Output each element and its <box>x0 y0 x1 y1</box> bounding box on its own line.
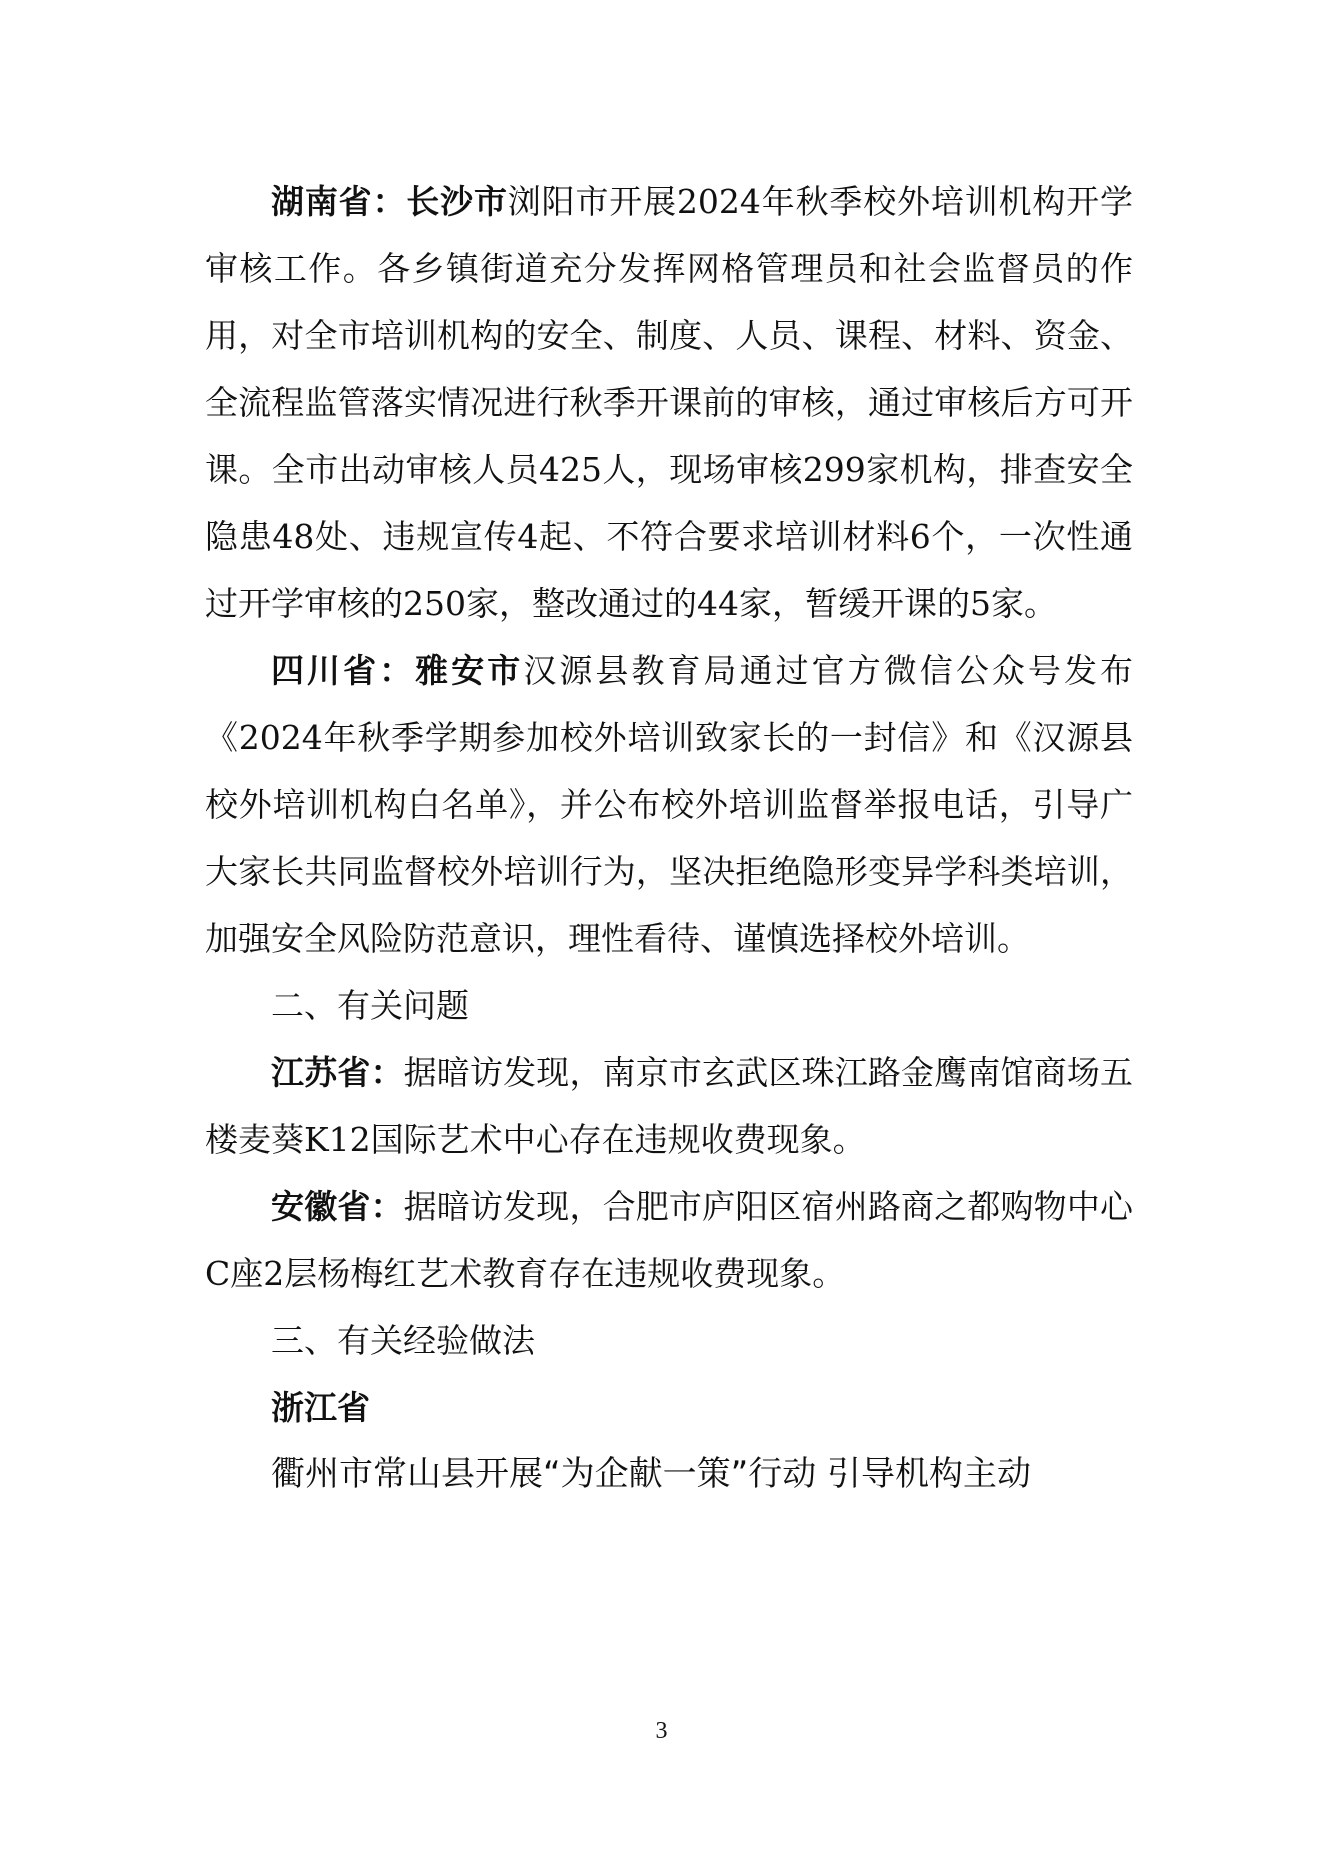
paragraph-hunan <box>205 168 1133 637</box>
paragraph-lead: 安徽省： <box>271 1187 404 1226</box>
paragraph-anhui <box>205 1173 1133 1307</box>
section-heading-issues: 二、有关问题 <box>271 986 469 1025</box>
paragraph-text: 浏阳市开展2024年秋季校外培训机构开学审核工作。各乡镇街道充分发挥网格管理员和社会监督员的作用，对全市培训机构的安全、制度、人员、课程、材料、资金、全流程监管落实情况进行秋季开课前的审核，通过审核后方可开课。全市出动审核人员425人，现场审核299家机构，排查安全隐患48处、违规宣传4起、不符合要求培训材料6个，一次性通过开学审核的250家，整改通过的44家，暂缓开课的5家。 <box>205 182 1134 623</box>
paragraph-lead: 湖南省：长沙市 <box>271 182 508 221</box>
paragraph-text: 据暗访发现，合肥市庐阳区宿州路商之都购物中心C座2层杨梅红艺术教育存在违规收费现象。 <box>205 1187 1134 1293</box>
article-title: 衢州市常山县开展“为企献一策”行动 引导机构主动 <box>271 1454 1032 1494</box>
section-heading-experience: 三、有关经验做法 <box>271 1321 535 1360</box>
paragraph-text: 据暗访发现，南京市玄武区珠江路金鹰南馆商场五楼麦葵K12国际艺术中心存在违规收费现象。 <box>205 1053 1134 1159</box>
paragraph-lead: 江苏省： <box>271 1053 404 1092</box>
paragraph-text: 汉源县教育局通过官方微信公众号发布《2024年秋季学期参加校外培训致家长的一封信》和《汉源县校外培训机构白名单》，并公布校外培训监督举报电话，引导广大家长共同监督校外培训行为，坚决拒绝隐形变异学科类培训，加强安全风险防范意识，理性看待、谨慎选择校外培训。 <box>205 651 1134 958</box>
paragraph-jiangsu <box>205 1039 1133 1173</box>
document-body <box>205 168 1133 1508</box>
province-subheading: 浙江省 <box>271 1388 370 1427</box>
paragraph-sichuan <box>205 637 1133 972</box>
paragraph-lead: 四川省：雅安市 <box>271 651 524 690</box>
page-number: 3 <box>655 1718 668 1744</box>
